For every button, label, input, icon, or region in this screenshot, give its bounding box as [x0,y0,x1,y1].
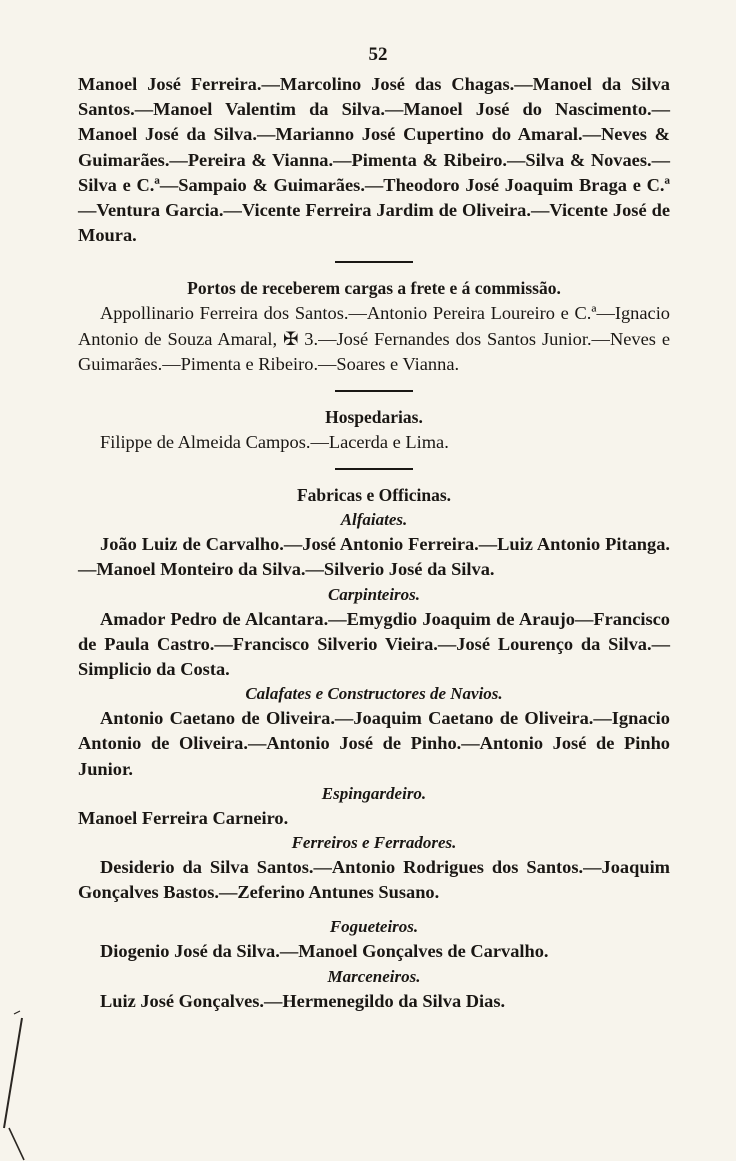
page-number: 52 [368,44,388,65]
divider-rule [335,261,413,263]
subsection-text-alfaiates: João Luiz de Carvalho.—José Antonio Ferreira.—Luiz Antonio Pitanga.—Manoel Monteiro da Silva.—Silverio José da Silva. [78,534,670,580]
margin-pencil-mark [0,1010,40,1161]
section-hospedarias [78,404,670,455]
subsection-text-espingardeiro: Manoel Ferreira Carneiro. [78,807,289,828]
section-portos [78,275,670,377]
subsection-text-ferreiros: Desiderio da Silva Santos.—Antonio Rodrigues dos Santos.—Joaquim Gonçalves Bastos.—Zeferino Antunes Susano. [78,857,670,903]
divider-rule [335,390,413,392]
intro-paragraph: Manoel José Ferreira.—Marcolino José das Chagas.—Manoel da Silva Santos.—Manoel Valentim da Silva.—Manoel José do Nascimento.—Manoel José da Silva.—Marianno José Cupertino do Amaral.—Neves & Guimarães.—Pereira & Vianna.—Pimenta & Ribeiro.—Silva & Novaes.—Silva e C.ª—Sampaio & Guimarães.—Theodoro José Joaquim Braga e C.ª—Ventura Garcia.—Vicente Ferreira Jardim de Oliveira.—Vicente José de Moura. [78,74,670,246]
divider-rule [335,468,413,470]
subsection-title-alfaiates: Alfaiates. [340,510,408,530]
directory-page [78,38,670,1014]
section-text-portos: Appollinario Ferreira dos Santos.—Antonio Pereira Loureiro e C.ª—Ignacio Antonio de Souza Amaral, ✠ 3.—José Fernandes dos Santos Junior.—Neves e Guimarães.—Pimenta e Ribeiro.—Soares e Vianna. [78,303,670,374]
subsection-title-carpinteiros: Carpinteiros. [327,584,421,604]
section-fabricas [78,482,670,1014]
section-title-hospedarias: Hospedarias. [325,407,423,428]
subsection-title-marceneiros: Marceneiros. [327,966,421,986]
subsection-text-carpinteiros: Amador Pedro de Alcantara.—Emygdio Joaquim de Araujo—Francisco de Paula Castro.—Francisco Silverio Vieira.—José Lourenço da Silva.—Simplicio da Costa. [78,608,670,680]
section-title-portos: Portos de receberem cargas a frete e á commissão. [187,278,561,299]
subsection-title-fogueteiros: Fogueteiros. [329,917,419,937]
subsection-title-ferreiros: Ferreiros e Ferradores. [291,833,457,853]
spacer [78,905,670,915]
section-text-hospedarias: Filippe de Almeida Campos.—Lacerda e Lima. [100,432,449,453]
subsection-text-marceneiros: Luiz José Gonçalves.—Hermenegildo da Silva Dias. [100,990,506,1011]
subsection-title-espingardeiro: Espingardeiro. [321,783,427,803]
subsection-text-fogueteiros: Diogenio José da Silva.—Manoel Gonçalves de Carvalho. [100,941,549,962]
section-title-fabricas: Fabricas e Officinas. [296,485,452,506]
subsection-title-calafates: Calafates e Constructores de Navios. [245,684,503,704]
subsection-text-calafates: Antonio Caetano de Oliveira.—Joaquim Caetano de Oliveira.—Ignacio Antonio de Oliveira.—Antonio José de Pinho.—Antonio José de Pinho Junior. [78,708,670,779]
